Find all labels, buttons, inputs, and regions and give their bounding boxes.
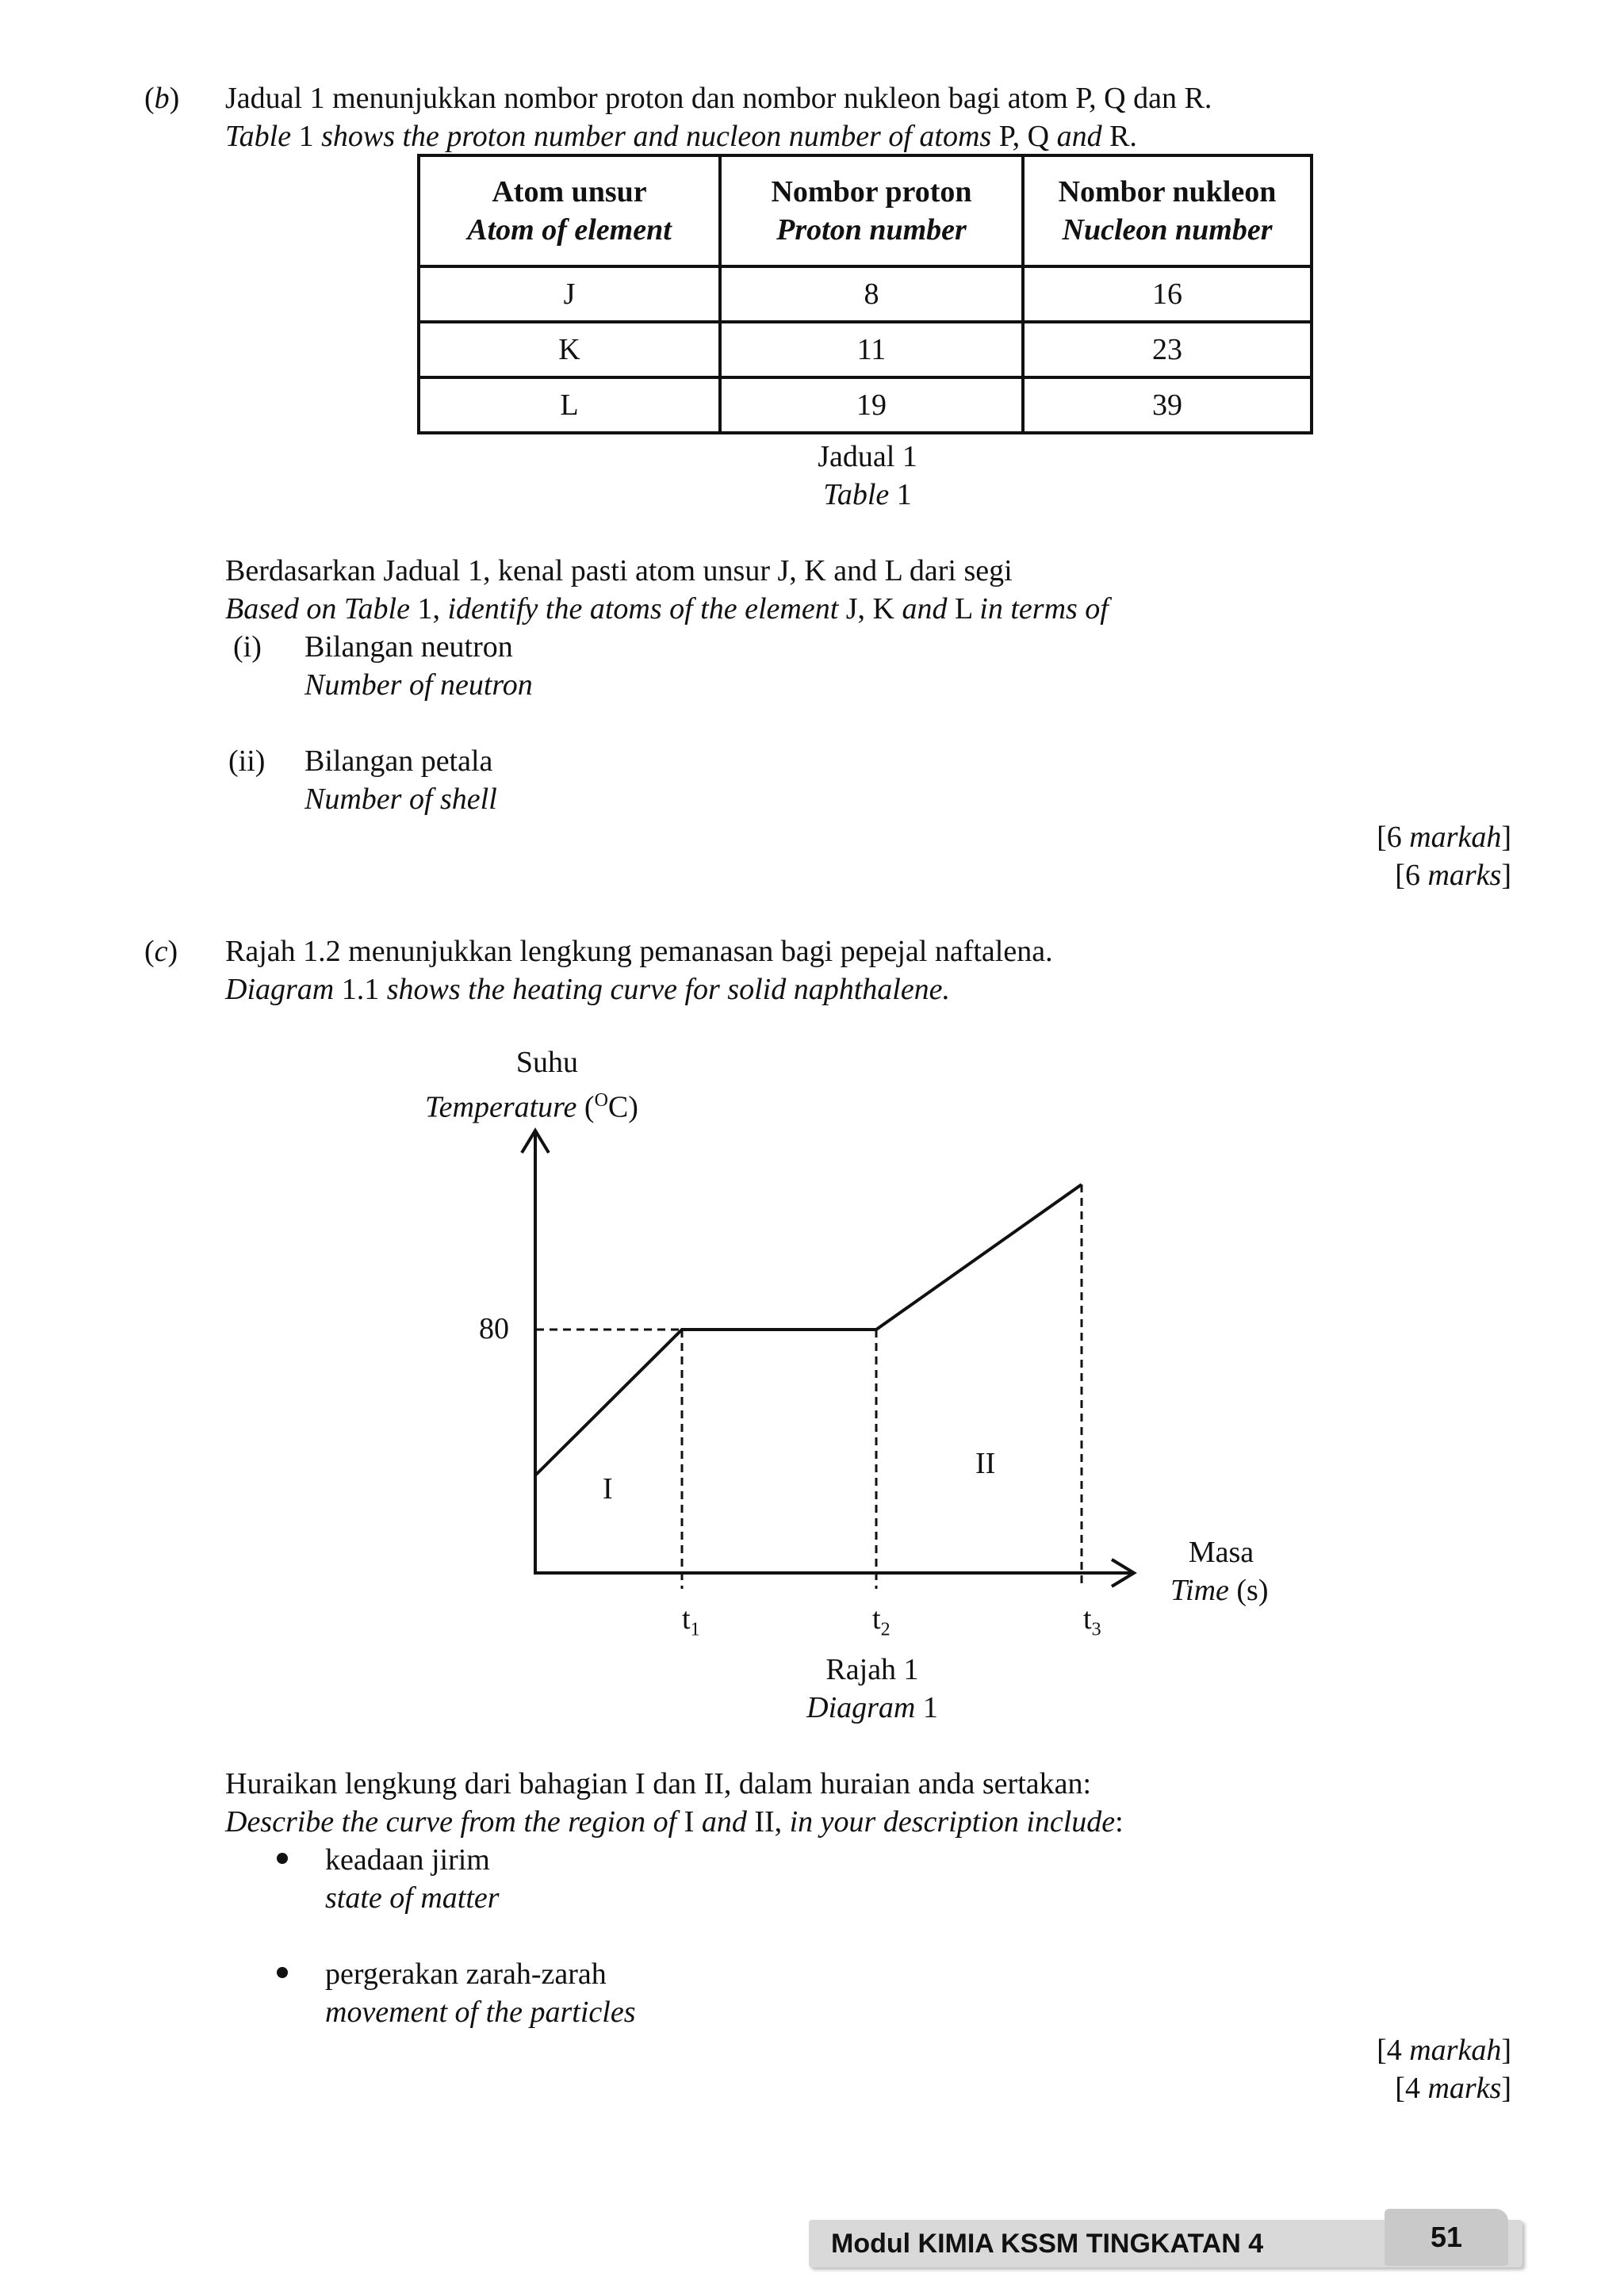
bullet-en: state of matter [325,1881,500,1915]
part-b-question-en: Based on Table 1, identify the atoms of the element J, K and L in terms of [225,592,1109,626]
bullet-icon [277,1967,288,1978]
bullet-en: movement of the particles [325,1996,636,2029]
table-cell: J [419,266,720,322]
table-cell: 11 [720,322,1023,377]
region-2-label: II [975,1447,996,1480]
table-header-cell: Atom unsur Atom of element [419,155,720,266]
bullet-ms: pergerakan zarah-zarah [325,1957,607,1991]
graph-x-label-ms: Masa [1188,1536,1254,1569]
marks-ms: [4 markah] [1377,2034,1511,2067]
footer-module-title: Modul KIMIA KSSM TINGKATAN 4 [831,2229,1264,2259]
table-header-cell: Nombor proton Proton number [720,155,1023,266]
x-tick-t2: $t_2$ [872,1602,891,1640]
table-cell: 19 [720,377,1023,433]
item-number: (i) [233,630,262,664]
item-en: Number of shell [304,783,497,816]
graph-caption-en: Diagram 1 [806,1691,938,1724]
marks-en: [6 marks] [1395,859,1511,892]
region-1-label: I [603,1472,613,1506]
graph-y-label-ms: Suhu [515,1046,579,1079]
graph-y-label-en: Temperature ($^O$C) [425,1090,638,1124]
bullet-ms: keadaan jirim [325,1843,490,1877]
part-c-intro-en: Diagram 1.1 shows the heating curve for solid naphthalene. [225,973,951,1006]
table-cell: L [419,377,720,433]
table-header-cell: Nombor nukleon Nucleon number [1023,155,1312,266]
table-caption-en: Table 1 [823,478,912,511]
part-c-intro-ms: Rajah 1.2 menunjukkan lengkung pemanasan bagi pepejal naftalena. [225,935,1053,968]
part-b-question-ms: Berdasarkan Jadual 1, kenal pasti atom unsur J, K and L dari segi [225,554,1013,587]
x-tick-t1: $t_1$ [682,1602,700,1640]
marks-ms: [6 markah] [1377,821,1511,854]
table-cell: K [419,322,720,377]
x-tick-t3: $t_3$ [1083,1602,1101,1640]
marks-en: [4 marks] [1395,2072,1511,2105]
page-number: 51 [1430,2221,1463,2253]
item-ms: Bilangan petala [304,744,493,778]
item-number: (ii) [228,744,266,778]
table-cell: 23 [1023,322,1312,377]
part-c-label: (c) [144,935,178,968]
bullet-icon [277,1853,288,1864]
graph-caption-ms: Rajah 1 [825,1653,919,1686]
y-tick-80: 80 [479,1312,509,1345]
part-c-question-ms: Huraikan lengkung dari bahagian I dan II, dalam huraian anda sertakan: [225,1767,1092,1800]
item-ms: Bilangan neutron [304,630,513,664]
table-cell: 39 [1023,377,1312,433]
part-c-question-en: Describe the curve from the region of I and II, in your description include: [225,1805,1124,1839]
part-b-intro-ms: Jadual 1 menunjukkan nombor proton dan nombor nukleon bagi atom P, Q dan R. [225,82,1212,115]
part-b-label: (b) [144,82,180,115]
item-en: Number of neutron [304,668,533,702]
table-cell: 16 [1023,266,1312,322]
table-caption-ms: Jadual 1 [818,440,917,473]
part-b-intro-en: Table 1 shows the proton number and nucleon number of atoms P, Q and R. [225,120,1137,153]
table-cell: 8 [720,266,1023,322]
graph-x-label-en: Time (s) [1170,1574,1269,1607]
